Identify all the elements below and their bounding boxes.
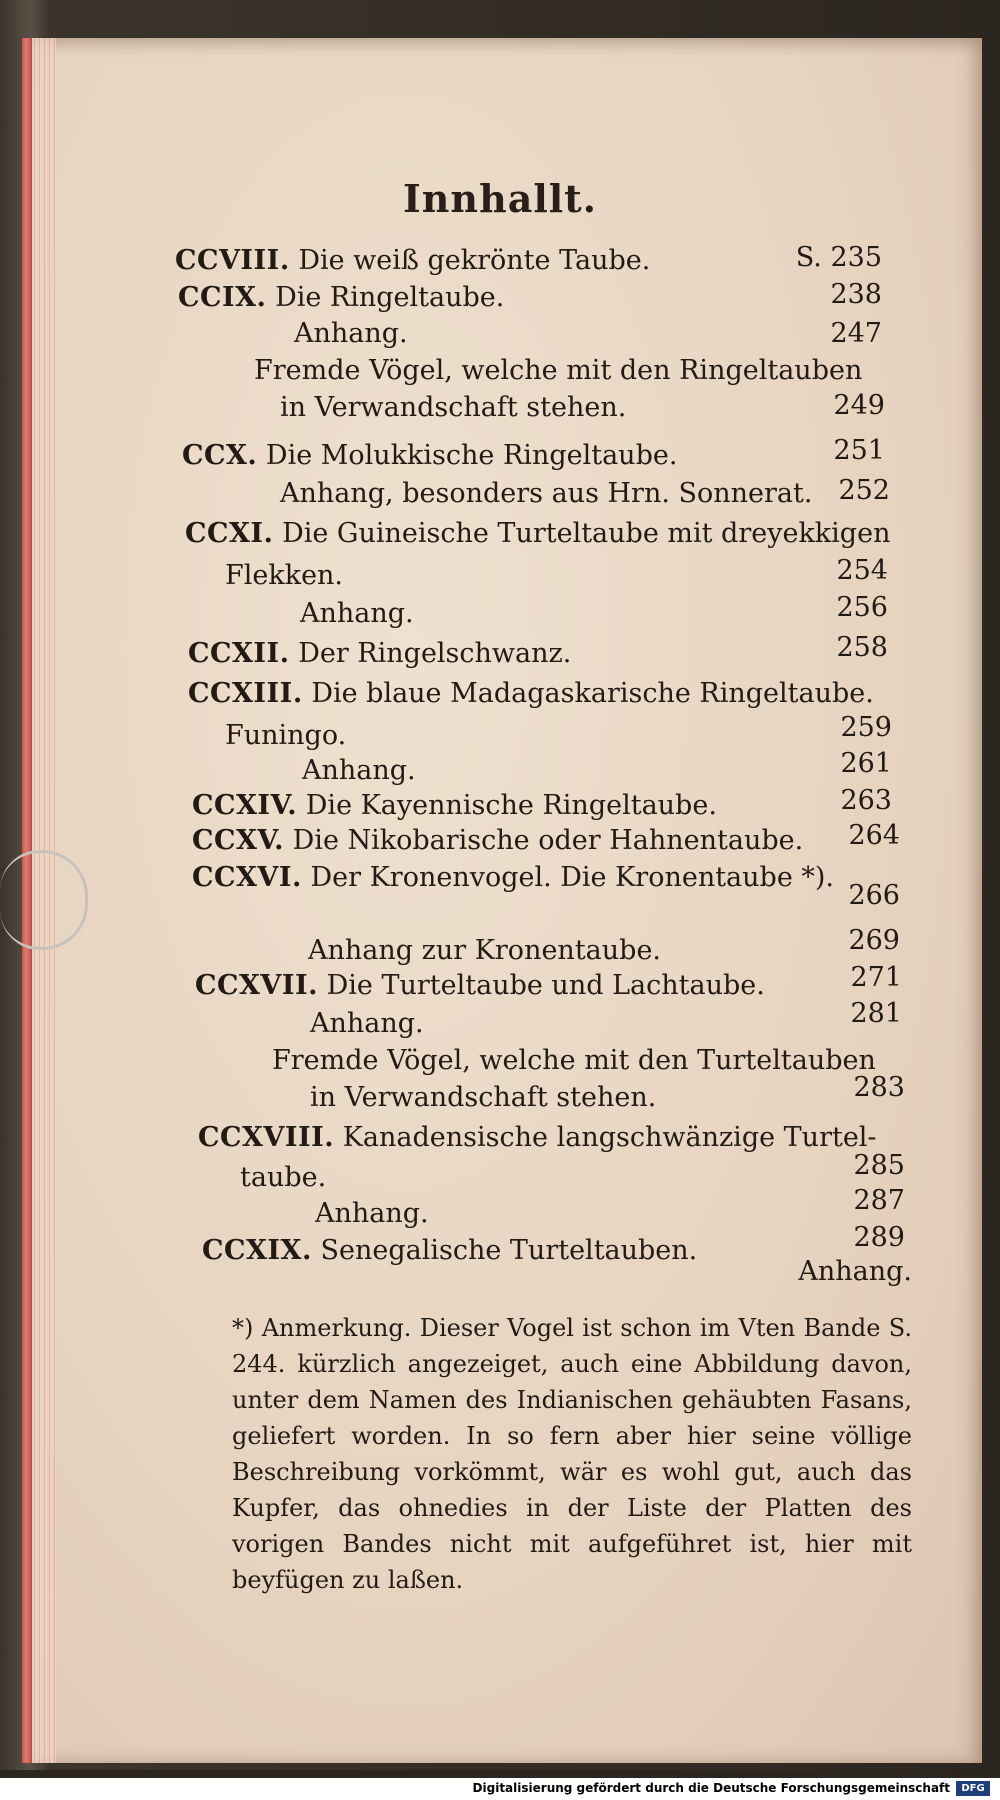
toc-entry-number: CCXIX. [202, 1235, 312, 1266]
toc-entry [280, 392, 626, 423]
toc-entry-number: CCXV. [192, 825, 285, 856]
toc-entry [240, 1162, 326, 1193]
toc-entry-page: 264 [848, 820, 900, 851]
toc-entry-number: CCX. [182, 440, 258, 471]
toc-entry [280, 478, 812, 509]
toc-entry-page: 287 [853, 1185, 905, 1216]
toc-entry-title: Anhang. [302, 755, 416, 786]
toc-entry-page: 281 [850, 998, 902, 1029]
toc-entry-title: Fremde Vögel, welche mit den Turteltauben [272, 1045, 876, 1076]
toc-entry-page: 285 [853, 1150, 905, 1181]
toc-entry-page: 247 [830, 318, 882, 349]
toc-entry-title: Die weiß gekrönte Taube. [298, 245, 651, 276]
toc-entry-number: CCXIII. [188, 678, 303, 709]
toc-entry-title: Anhang. [315, 1198, 429, 1229]
toc-entry-number: CCVIII. [175, 245, 290, 276]
toc-entry-title: Anhang. [294, 318, 408, 349]
toc-entry [225, 560, 343, 591]
toc-entry-title: Die Ringeltaube. [275, 282, 505, 313]
toc-entry-page: 259 [840, 712, 892, 743]
toc-entry-page: 271 [850, 962, 902, 993]
toc-entry [302, 755, 416, 786]
toc-entry-title: Anhang. [300, 598, 414, 629]
toc-entry [182, 440, 677, 471]
toc-entry [310, 1008, 424, 1039]
toc-entry-page: 269 [848, 925, 900, 956]
toc-entry [272, 1045, 876, 1076]
toc-entry-page: 263 [840, 785, 892, 816]
toc-entry-number: CCXIV. [192, 790, 298, 821]
toc-entry-title: Funingo. [225, 720, 347, 751]
toc-entry-title: Die Guineische Turteltaube mit dreyekkigen [282, 518, 891, 549]
toc-entry-page: 258 [836, 632, 888, 663]
toc-entry [188, 678, 874, 709]
toc-entry-title: Anhang, besonders aus Hrn. Sonnerat. [280, 478, 813, 509]
dfg-logo-icon: DFG [956, 1781, 990, 1796]
toc-entry-page: 252 [838, 475, 890, 506]
page-title: Innhallt. [403, 176, 597, 221]
toc-entry-number: CCXI. [185, 518, 274, 549]
toc-entry [185, 518, 890, 549]
digitization-footer [0, 1778, 1000, 1800]
toc-entry-number: CCXVII. [195, 970, 319, 1001]
toc-entry-number: CCIX. [178, 282, 267, 313]
toc-entry-title: Die Turteltaube und Lachtaube. [326, 970, 765, 1001]
toc-entry-title: in Verwandschaft stehen. [310, 1082, 657, 1113]
toc-entry-title: Der Ringelschwanz. [298, 638, 572, 669]
toc-entry-title: Die blaue Madagaskarische Ringeltaube. [311, 678, 874, 709]
toc-entry-page: 266 [848, 880, 900, 911]
toc-entry [198, 1122, 877, 1153]
toc-entry-page: Anhang. [798, 1256, 912, 1287]
footer-credit: Digitalisierung gefördert durch die Deutsche Forschungsgemeinschaft [472, 1781, 950, 1795]
toc-entry [192, 862, 834, 893]
toc-entry [195, 970, 765, 1001]
toc-entry [310, 1082, 656, 1113]
toc-entry [175, 245, 650, 276]
toc-entry-title: Die Kayennische Ringeltaube. [305, 790, 717, 821]
toc-entry [192, 790, 717, 821]
toc-entry-title: Fremde Vögel, welche mit den Ringeltauben [254, 355, 863, 386]
toc-entry-title: Der Kronenvogel. Die Kronentaube *). [310, 862, 835, 893]
toc-entry-title: Senegalische Turteltauben. [320, 1235, 698, 1266]
toc-entry-page: 251 [833, 435, 885, 466]
toc-entry-title: taube. [240, 1162, 327, 1193]
toc-entry-title: Anhang. [310, 1008, 424, 1039]
toc-entry [315, 1198, 429, 1229]
toc-entry-page: S. 235 [795, 242, 882, 273]
toc-entry [192, 825, 803, 856]
toc-entry [225, 720, 346, 751]
toc-entry-page: 254 [836, 555, 888, 586]
toc-entry-title: Anhang zur Kronentaube. [308, 935, 662, 966]
toc-entry [300, 598, 414, 629]
toc-entry-title: Kanadensische langschwänzige Turtel- [342, 1122, 877, 1153]
toc-entry-title: Die Molukkische Ringeltaube. [265, 440, 678, 471]
toc-entry-page: 261 [840, 748, 892, 779]
toc-entry-page: 238 [830, 279, 882, 310]
footnote: *) Anmerkung. Dieser Vogel ist schon im Vten Bande S. 244. kürzlich angezeiget, auch eine Abbildung davon, unter dem Namen des Indianischen gehäubten Fasans, geliefert worden. In so fern aber hier seine völlige Beschreibung vorkömmt, wär es wohl gut, auch das Kupfer, das ohnedies in der Liste der Platten des vorigen Bandes nicht mit aufgeführet ist, hier mit beyfügen zu laßen. [232, 1314, 912, 1594]
toc-entry-page: 283 [853, 1072, 905, 1103]
toc-entry [308, 935, 661, 966]
toc-entry-number: CCXVIII. [198, 1122, 335, 1153]
toc-entry-page: 289 [853, 1222, 905, 1253]
toc-entry-title: in Verwandschaft stehen. [280, 392, 627, 423]
toc-entry-title: Die Nikobarische oder Hahnentaube. [292, 825, 804, 856]
toc-entry [254, 355, 862, 386]
toc-entry-page: 256 [836, 592, 888, 623]
toc-entry-title: Flekken. [225, 560, 344, 591]
toc-entry [178, 282, 504, 313]
toc-entry [202, 1235, 697, 1266]
toc-entry-page: 249 [833, 390, 885, 421]
toc-entry [188, 638, 571, 669]
toc-entry-number: CCXII. [188, 638, 290, 669]
toc-entry-number: CCXVI. [192, 862, 302, 893]
toc-entry [294, 318, 408, 349]
